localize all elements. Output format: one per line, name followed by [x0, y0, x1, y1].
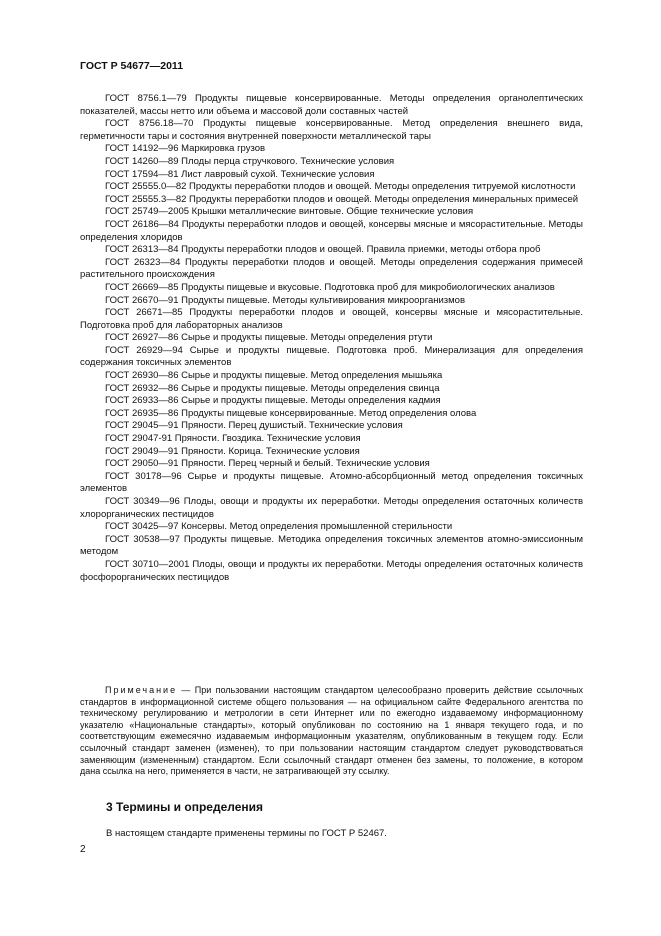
reference-item: ГОСТ 26313—84 Продукты переработки плодов и овощей. Правила приемки, методы отбора проб	[105, 244, 541, 256]
note-paragraph	[80, 685, 583, 778]
reference-item: ГОСТ 17594—81 Лист лавровый сухой. Технические условия	[105, 168, 375, 180]
reference-item: ГОСТ 26932—86 Сырье и продукты пищевые. Методы определения свинца	[105, 382, 440, 394]
reference-item: ГОСТ 26186—84 Продукты переработки плодов и овощей, консервы мясные и мясорастительные. Методы определения хлоридов	[80, 218, 583, 243]
note-text: — При пользовании настоящим стандартом целесообразно проверить действие ссылочных стандартов в информационной системе общего пользования — на официальном сайте Федерального агентства по техническому регулированию и метрологии в сети Интернет или по ежегодно издаваемому информационному указателю «Национальные стандарты», который опубликован по состоянию на 1 января текущего года, и по соответствующим ежемесячно издаваемым информационным указателям, опубликованным в текущем году. Если ссылочный стандарт заменен (изменен), то при пользовании настоящим стандартом следует руководствоваться заменяющим (измененным) стандартом. Если ссылочный стандарт отменен без замены, то положение, в котором дана ссылка на него, применяется в части, не затрагивающей эту ссылку.	[80, 685, 583, 777]
normative-references-list	[80, 93, 583, 584]
reference-item: ГОСТ 30349—96 Плоды, овощи и продукты их переработки. Методы определения остаточных количеств хлорорганических пестицидов	[80, 496, 583, 520]
reference-item: ГОСТ 29047-91 Пряности. Гвоздика. Технические условия	[105, 433, 361, 445]
reference-item: ГОСТ 26930—86 Сырье и продукты пищевые. Метод определения мышьяка	[105, 370, 443, 382]
reference-item: ГОСТ 14192—96 Маркировка грузов	[105, 143, 266, 155]
reference-item: ГОСТ 26671—85 Продукты переработки плодов и овощей, консервы мясные и мясорастительные. Подготовка проб для лабораторных анализов	[80, 307, 583, 331]
reference-item: ГОСТ 30425—97 Консервы. Метод определения промышленной стерильности	[105, 521, 453, 533]
reference-item: ГОСТ 26933—86 Сырье и продукты пищевые. Методы определения кадмия	[105, 395, 441, 407]
document-header: ГОСТ Р 54677—2011	[80, 60, 184, 72]
reference-item: ГОСТ 25555.3—82 Продукты переработки плодов и овощей. Методы определения минеральных примесей	[105, 193, 579, 205]
reference-item: ГОСТ 29049—91 Пряности. Корица. Технические условия	[105, 445, 360, 457]
page-number: 2	[80, 844, 86, 855]
reference-item: ГОСТ 26323—84 Продукты переработки плодов и овощей. Методы определения содержания примесей растительного происхождения	[80, 256, 583, 281]
reference-item: ГОСТ 25555.0—82 Продукты переработки плодов и овощей. Методы определения титруемой кислотности	[105, 181, 576, 193]
reference-item: ГОСТ 26935—86 Продукты пищевые консервированные. Метод определения олова	[105, 407, 477, 419]
reference-item: ГОСТ 30710—2001 Плоды, овощи и продукты их переработки. Методы определения остаточных количеств фосфорорганических пестицидов	[80, 558, 583, 583]
note-label: Примечание	[105, 685, 178, 695]
reference-item: ГОСТ 8756.1—79 Продукты пищевые консервированные. Методы определения органолептических показателей, массы нетто или объема и массовой доли составных частей	[80, 93, 583, 117]
reference-item: ГОСТ 26927—86 Сырье и продукты пищевые. Методы определения ртути	[105, 332, 433, 344]
reference-item: ГОСТ 30538—97 Продукты пищевые. Методика определения токсичных элементов атомно-эмиссионным методом	[80, 533, 583, 558]
reference-item: ГОСТ 30178—96 Сырье и продукты пищевые. Атомно-абсорбционный метод определения токсичных элементов	[80, 470, 583, 495]
reference-item: ГОСТ 14260—89 Плоды перца стручкового. Технические условия	[105, 155, 395, 167]
section-text: В настоящем стандарте применены термины по ГОСТ Р 52467.	[106, 828, 387, 839]
reference-item: ГОСТ 29045—91 Пряности. Перец душистый. Технические условия	[105, 420, 403, 432]
reference-item: ГОСТ 29050—91 Пряности. Перец черный и белый. Технические условия	[105, 458, 430, 470]
reference-item: ГОСТ 26929—94 Сырье и продукты пищевые. Подготовка проб. Минерализация для определения содержания токсичных элементов	[80, 344, 583, 369]
reference-item: ГОСТ 25749—2005 Крышки металлические винтовые. Общие технические условия	[105, 206, 474, 218]
reference-item: ГОСТ 8756.18—70 Продукты пищевые консервированные. Метод определения внешнего вида, герметичности тары и состояния внутренней поверхности металлической тары	[80, 118, 583, 142]
reference-item: ГОСТ 26669—85 Продукты пищевые и вкусовые. Подготовка проб для микробиологических анализов	[105, 281, 555, 293]
section-title: 3 Термины и определения	[106, 800, 264, 814]
reference-item: ГОСТ 26670—91 Продукты пищевые. Методы культивирования микроорганизмов	[105, 294, 466, 306]
